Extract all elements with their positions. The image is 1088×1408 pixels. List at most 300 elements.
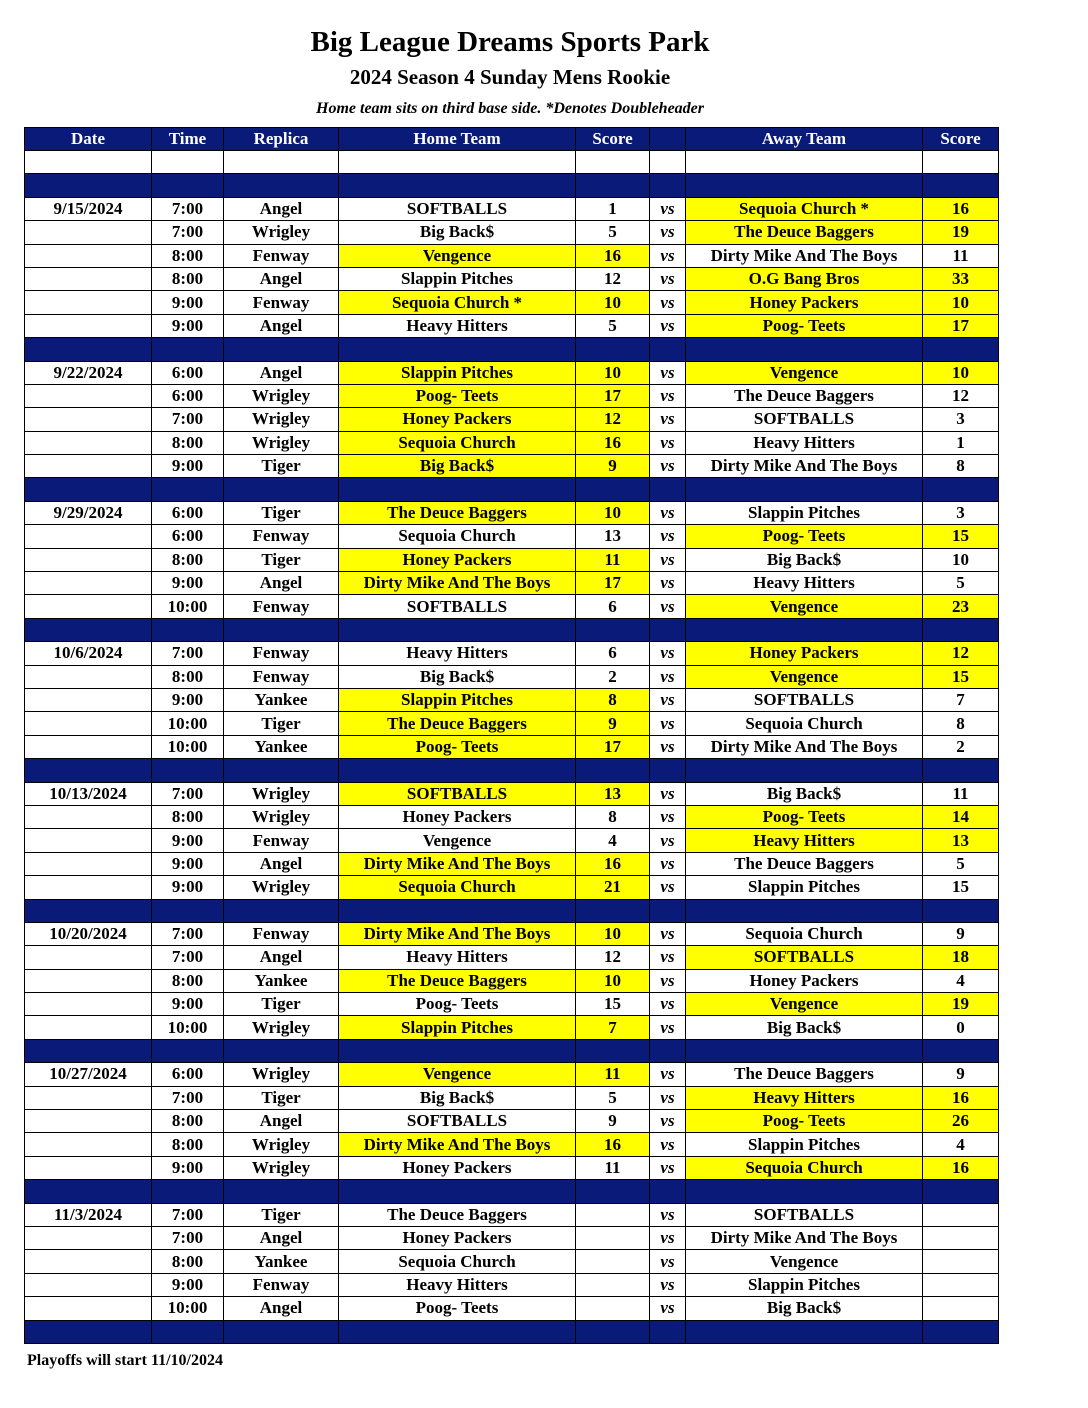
vs-label: vs — [650, 221, 686, 244]
home-score: 5 — [576, 314, 650, 337]
away-team: Heavy Hitters — [686, 572, 923, 595]
away-team: Sequoia Church — [686, 922, 923, 945]
game-replica-field: Angel — [224, 314, 339, 337]
game-date — [25, 525, 152, 548]
game-replica-field: Fenway — [224, 665, 339, 688]
game-date — [25, 829, 152, 852]
home-score: 12 — [576, 946, 650, 969]
away-score: 12 — [923, 384, 999, 407]
game-date — [25, 1133, 152, 1156]
away-team: Honey Packers — [686, 291, 923, 314]
game-replica-field: Angel — [224, 197, 339, 220]
game-replica-field: Angel — [224, 267, 339, 290]
game-time: 7:00 — [152, 1203, 224, 1226]
home-team: Sequoia Church — [339, 1250, 576, 1273]
away-team: Slappin Pitches — [686, 1133, 923, 1156]
away-team: Poog- Teets — [686, 805, 923, 828]
away-score: 9 — [923, 1063, 999, 1086]
week-separator-row — [25, 174, 999, 197]
game-date — [25, 408, 152, 431]
away-score: 7 — [923, 688, 999, 711]
vs-label: vs — [650, 852, 686, 875]
game-date — [25, 572, 152, 595]
game-row — [25, 665, 999, 688]
game-time: 7:00 — [152, 1086, 224, 1109]
vs-label: vs — [650, 1110, 686, 1133]
home-score: 11 — [576, 548, 650, 571]
doubleheader-note: Home team sits on third base side. *Denotes Doubleheader — [316, 100, 704, 117]
vs-label: vs — [650, 1226, 686, 1249]
game-row — [25, 922, 999, 945]
vs-label: vs — [650, 314, 686, 337]
home-team: The Deuce Baggers — [339, 712, 576, 735]
game-time: 8:00 — [152, 969, 224, 992]
game-date — [25, 1110, 152, 1133]
away-team: O.G Bang Bros — [686, 267, 923, 290]
away-team: Dirty Mike And The Boys — [686, 735, 923, 758]
home-team: Slappin Pitches — [339, 361, 576, 384]
header-date: Date — [25, 128, 152, 151]
game-replica-field: Fenway — [224, 922, 339, 945]
game-time: 7:00 — [152, 782, 224, 805]
away-team: Dirty Mike And The Boys — [686, 244, 923, 267]
game-row — [25, 642, 999, 665]
game-row — [25, 852, 999, 875]
vs-label: vs — [650, 595, 686, 618]
game-replica-field: Wrigley — [224, 805, 339, 828]
game-row — [25, 735, 999, 758]
game-row — [25, 384, 999, 407]
game-date — [25, 1226, 152, 1249]
game-time: 10:00 — [152, 1016, 224, 1039]
home-team: Sequoia Church — [339, 525, 576, 548]
away-score: 19 — [923, 221, 999, 244]
home-score: 17 — [576, 384, 650, 407]
game-date: 9/15/2024 — [25, 197, 152, 220]
header-vs — [650, 128, 686, 151]
home-score — [576, 1226, 650, 1249]
away-team: Poog- Teets — [686, 1110, 923, 1133]
game-replica-field: Angel — [224, 1297, 339, 1320]
game-date: 10/13/2024 — [25, 782, 152, 805]
away-score: 16 — [923, 197, 999, 220]
home-team: SOFTBALLS — [339, 595, 576, 618]
home-score: 6 — [576, 642, 650, 665]
game-date — [25, 946, 152, 969]
week-separator-row — [25, 618, 999, 641]
game-replica-field: Wrigley — [224, 384, 339, 407]
vs-label: vs — [650, 712, 686, 735]
game-row — [25, 361, 999, 384]
away-team: Slappin Pitches — [686, 876, 923, 899]
vs-label: vs — [650, 1203, 686, 1226]
game-time: 7:00 — [152, 922, 224, 945]
home-team: Vengence — [339, 1063, 576, 1086]
home-team: Dirty Mike And The Boys — [339, 1133, 576, 1156]
game-row — [25, 805, 999, 828]
game-time: 8:00 — [152, 1110, 224, 1133]
home-score — [576, 1273, 650, 1296]
game-row — [25, 1250, 999, 1273]
away-team: SOFTBALLS — [686, 946, 923, 969]
away-score: 17 — [923, 314, 999, 337]
away-score: 13 — [923, 829, 999, 852]
game-time: 8:00 — [152, 244, 224, 267]
home-team: Heavy Hitters — [339, 642, 576, 665]
away-team: SOFTBALLS — [686, 688, 923, 711]
home-team: Heavy Hitters — [339, 1273, 576, 1296]
vs-label: vs — [650, 1063, 686, 1086]
away-score: 23 — [923, 595, 999, 618]
game-date: 11/3/2024 — [25, 1203, 152, 1226]
game-time: 9:00 — [152, 572, 224, 595]
away-team: Vengence — [686, 993, 923, 1016]
away-score: 15 — [923, 665, 999, 688]
away-team: The Deuce Baggers — [686, 852, 923, 875]
away-score: 16 — [923, 1156, 999, 1179]
week-separator-row — [25, 478, 999, 501]
game-date: 9/29/2024 — [25, 501, 152, 524]
home-score: 10 — [576, 922, 650, 945]
vs-label: vs — [650, 993, 686, 1016]
game-time: 8:00 — [152, 665, 224, 688]
game-row — [25, 1203, 999, 1226]
schedule-table — [24, 127, 999, 1344]
game-time: 9:00 — [152, 1156, 224, 1179]
game-replica-field: Wrigley — [224, 431, 339, 454]
vs-label: vs — [650, 1273, 686, 1296]
home-score: 15 — [576, 993, 650, 1016]
away-score — [923, 1203, 999, 1226]
playoffs-note: Playoffs will start 11/10/2024 — [27, 1352, 223, 1369]
away-score: 10 — [923, 291, 999, 314]
week-separator-row — [25, 1320, 999, 1343]
home-score: 12 — [576, 267, 650, 290]
home-team: Honey Packers — [339, 1156, 576, 1179]
game-time: 9:00 — [152, 314, 224, 337]
away-team: Big Back$ — [686, 1297, 923, 1320]
game-time: 10:00 — [152, 595, 224, 618]
home-score: 11 — [576, 1063, 650, 1086]
home-score: 21 — [576, 876, 650, 899]
game-time: 8:00 — [152, 548, 224, 571]
game-replica-field: Angel — [224, 361, 339, 384]
game-row — [25, 829, 999, 852]
game-time: 8:00 — [152, 1250, 224, 1273]
game-time: 7:00 — [152, 1226, 224, 1249]
game-replica-field: Tiger — [224, 1086, 339, 1109]
game-replica-field: Fenway — [224, 291, 339, 314]
game-date — [25, 1086, 152, 1109]
game-date — [25, 291, 152, 314]
game-replica-field: Angel — [224, 852, 339, 875]
game-time: 10:00 — [152, 712, 224, 735]
away-score — [923, 1273, 999, 1296]
home-team: The Deuce Baggers — [339, 969, 576, 992]
home-score — [576, 1250, 650, 1273]
vs-label: vs — [650, 829, 686, 852]
game-date: 10/6/2024 — [25, 642, 152, 665]
game-replica-field: Tiger — [224, 712, 339, 735]
home-score: 5 — [576, 221, 650, 244]
home-score: 16 — [576, 431, 650, 454]
away-score: 4 — [923, 1133, 999, 1156]
week-separator-row — [25, 899, 999, 922]
game-time: 9:00 — [152, 852, 224, 875]
away-team: Vengence — [686, 595, 923, 618]
game-date — [25, 1016, 152, 1039]
away-team: Big Back$ — [686, 548, 923, 571]
game-row — [25, 548, 999, 571]
game-row — [25, 314, 999, 337]
vs-label: vs — [650, 384, 686, 407]
game-time: 6:00 — [152, 1063, 224, 1086]
header-time: Time — [152, 128, 224, 151]
schedule-body — [25, 151, 999, 1344]
game-replica-field: Wrigley — [224, 408, 339, 431]
home-team: Heavy Hitters — [339, 314, 576, 337]
home-team: Vengence — [339, 244, 576, 267]
home-team: The Deuce Baggers — [339, 501, 576, 524]
vs-label: vs — [650, 969, 686, 992]
home-score: 17 — [576, 572, 650, 595]
vs-label: vs — [650, 431, 686, 454]
game-date — [25, 993, 152, 1016]
vs-label: vs — [650, 525, 686, 548]
home-score: 16 — [576, 244, 650, 267]
vs-label: vs — [650, 1016, 686, 1039]
away-score — [923, 1226, 999, 1249]
home-team: Heavy Hitters — [339, 946, 576, 969]
game-row — [25, 1110, 999, 1133]
game-replica-field: Fenway — [224, 595, 339, 618]
home-team: Big Back$ — [339, 221, 576, 244]
home-team: SOFTBALLS — [339, 782, 576, 805]
game-row — [25, 197, 999, 220]
vs-label: vs — [650, 548, 686, 571]
home-team: Big Back$ — [339, 455, 576, 478]
vs-label: vs — [650, 688, 686, 711]
game-replica-field: Wrigley — [224, 221, 339, 244]
away-team: SOFTBALLS — [686, 408, 923, 431]
home-score: 9 — [576, 712, 650, 735]
home-score: 1 — [576, 197, 650, 220]
game-replica-field: Angel — [224, 946, 339, 969]
home-score: 6 — [576, 595, 650, 618]
game-date — [25, 548, 152, 571]
away-team: Poog- Teets — [686, 525, 923, 548]
header-home-team: Home Team — [339, 128, 576, 151]
week-separator-row — [25, 338, 999, 361]
document-title: Big League Dreams Sports Park — [310, 26, 710, 58]
blank-row — [25, 151, 999, 174]
game-replica-field: Wrigley — [224, 876, 339, 899]
game-replica-field: Tiger — [224, 1203, 339, 1226]
home-team: Big Back$ — [339, 1086, 576, 1109]
game-row — [25, 1016, 999, 1039]
vs-label: vs — [650, 455, 686, 478]
home-score — [576, 1297, 650, 1320]
game-row — [25, 572, 999, 595]
document-subtitle: 2024 Season 4 Sunday Mens Rookie — [349, 65, 671, 89]
game-time: 8:00 — [152, 267, 224, 290]
away-score: 14 — [923, 805, 999, 828]
home-team: Honey Packers — [339, 1226, 576, 1249]
away-team: Big Back$ — [686, 782, 923, 805]
away-team: Big Back$ — [686, 1016, 923, 1039]
game-row — [25, 876, 999, 899]
game-row — [25, 1226, 999, 1249]
game-date — [25, 712, 152, 735]
vs-label: vs — [650, 267, 686, 290]
game-time: 7:00 — [152, 642, 224, 665]
game-replica-field: Yankee — [224, 735, 339, 758]
away-team: The Deuce Baggers — [686, 1063, 923, 1086]
vs-label: vs — [650, 1156, 686, 1179]
game-replica-field: Fenway — [224, 525, 339, 548]
week-separator-row — [25, 1180, 999, 1203]
game-row — [25, 244, 999, 267]
game-time: 7:00 — [152, 408, 224, 431]
game-replica-field: Tiger — [224, 548, 339, 571]
game-row — [25, 431, 999, 454]
game-replica-field: Angel — [224, 572, 339, 595]
home-team: Honey Packers — [339, 408, 576, 431]
home-team: Honey Packers — [339, 548, 576, 571]
home-team: The Deuce Baggers — [339, 1203, 576, 1226]
vs-label: vs — [650, 197, 686, 220]
home-team: Poog- Teets — [339, 735, 576, 758]
game-date — [25, 688, 152, 711]
home-team: Dirty Mike And The Boys — [339, 852, 576, 875]
header-replica: Replica — [224, 128, 339, 151]
away-score: 10 — [923, 361, 999, 384]
away-team: SOFTBALLS — [686, 1203, 923, 1226]
away-score: 4 — [923, 969, 999, 992]
home-score: 8 — [576, 805, 650, 828]
game-time: 8:00 — [152, 1133, 224, 1156]
vs-label: vs — [650, 876, 686, 899]
away-score: 11 — [923, 782, 999, 805]
game-date — [25, 267, 152, 290]
game-replica-field: Fenway — [224, 829, 339, 852]
home-score: 8 — [576, 688, 650, 711]
game-date: 10/20/2024 — [25, 922, 152, 945]
home-team: Sequoia Church * — [339, 291, 576, 314]
game-date: 9/22/2024 — [25, 361, 152, 384]
home-score: 4 — [576, 829, 650, 852]
home-score: 9 — [576, 455, 650, 478]
home-team: Poog- Teets — [339, 993, 576, 1016]
vs-label: vs — [650, 572, 686, 595]
header-row — [25, 128, 999, 151]
away-score: 19 — [923, 993, 999, 1016]
vs-label: vs — [650, 782, 686, 805]
game-date — [25, 665, 152, 688]
home-team: Sequoia Church — [339, 876, 576, 899]
game-time: 6:00 — [152, 361, 224, 384]
away-score: 12 — [923, 642, 999, 665]
home-team: Sequoia Church — [339, 431, 576, 454]
vs-label: vs — [650, 642, 686, 665]
game-replica-field: Wrigley — [224, 782, 339, 805]
away-team: Dirty Mike And The Boys — [686, 455, 923, 478]
home-score: 9 — [576, 1110, 650, 1133]
home-team: Slappin Pitches — [339, 1016, 576, 1039]
home-score: 11 — [576, 1156, 650, 1179]
away-score: 5 — [923, 572, 999, 595]
game-time: 8:00 — [152, 431, 224, 454]
vs-label: vs — [650, 408, 686, 431]
game-date — [25, 384, 152, 407]
header-home-score: Score — [576, 128, 650, 151]
game-replica-field: Fenway — [224, 642, 339, 665]
home-score — [576, 1203, 650, 1226]
home-team: Poog- Teets — [339, 1297, 576, 1320]
away-team: Sequoia Church — [686, 712, 923, 735]
game-row — [25, 501, 999, 524]
home-score: 2 — [576, 665, 650, 688]
game-replica-field: Yankee — [224, 688, 339, 711]
game-row — [25, 1063, 999, 1086]
home-score: 16 — [576, 1133, 650, 1156]
game-replica-field: Fenway — [224, 244, 339, 267]
vs-label: vs — [650, 735, 686, 758]
game-time: 9:00 — [152, 455, 224, 478]
game-row — [25, 688, 999, 711]
header-away-team: Away Team — [686, 128, 923, 151]
game-replica-field: Wrigley — [224, 1156, 339, 1179]
game-date — [25, 876, 152, 899]
game-date — [25, 852, 152, 875]
game-row — [25, 221, 999, 244]
vs-label: vs — [650, 1133, 686, 1156]
away-score: 1 — [923, 431, 999, 454]
game-time: 7:00 — [152, 221, 224, 244]
away-team: Vengence — [686, 361, 923, 384]
game-date — [25, 431, 152, 454]
away-team: The Deuce Baggers — [686, 221, 923, 244]
game-row — [25, 1273, 999, 1296]
home-team: Slappin Pitches — [339, 688, 576, 711]
away-team: Dirty Mike And The Boys — [686, 1226, 923, 1249]
game-time: 9:00 — [152, 291, 224, 314]
game-time: 6:00 — [152, 384, 224, 407]
vs-label: vs — [650, 665, 686, 688]
game-time: 6:00 — [152, 525, 224, 548]
home-score: 10 — [576, 969, 650, 992]
game-row — [25, 525, 999, 548]
away-score: 11 — [923, 244, 999, 267]
game-date — [25, 805, 152, 828]
header-away-score: Score — [923, 128, 999, 151]
game-row — [25, 595, 999, 618]
home-team: Poog- Teets — [339, 384, 576, 407]
game-replica-field: Angel — [224, 1226, 339, 1249]
game-row — [25, 267, 999, 290]
home-score: 13 — [576, 525, 650, 548]
away-team: Sequoia Church * — [686, 197, 923, 220]
away-score: 10 — [923, 548, 999, 571]
home-score: 17 — [576, 735, 650, 758]
vs-label: vs — [650, 1250, 686, 1273]
away-score — [923, 1297, 999, 1320]
home-score: 16 — [576, 852, 650, 875]
home-score: 7 — [576, 1016, 650, 1039]
game-row — [25, 291, 999, 314]
vs-label: vs — [650, 1297, 686, 1320]
away-score: 0 — [923, 1016, 999, 1039]
